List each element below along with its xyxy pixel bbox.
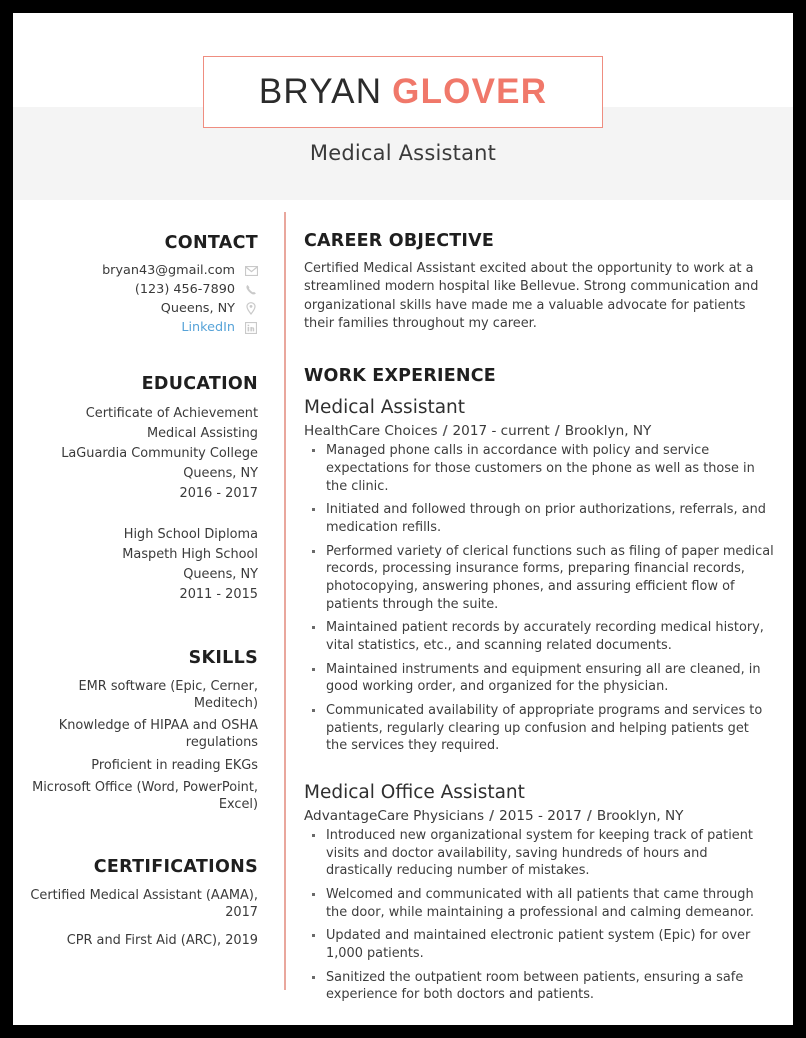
education-location: Queens, NY (183, 465, 258, 481)
education-field: Medical Assisting (146, 425, 258, 441)
career-objective-heading: CAREER OBJECTIVE (304, 231, 495, 251)
education-entry (13, 525, 258, 605)
job-location: Brooklyn, NY (596, 808, 684, 824)
meta-separator: / (554, 423, 560, 440)
job-bullet: Managed phone calls in accordance with policy and service expectations for those customers on the phone as well as those in the clinic. (304, 442, 774, 495)
certification-item: CPR and First Aid (ARC), 2019 (66, 933, 258, 949)
career-objective-text: Certified Medical Assistant excited about the opportunity to work at a streamlined modern hospital like Bellevue. Strong communication and organizational skills have made me a valuable advocate for patients their families throughout my career. (304, 261, 759, 331)
skills-list (13, 678, 258, 813)
job-bullet-list (304, 827, 774, 1004)
job-bullet: Introduced new organizational system for keeping track of patient visits and doctor availability, saving hundreds of hours and drastically reducing number of mistakes. (304, 827, 774, 880)
full-name (259, 72, 547, 112)
job-entry (304, 397, 774, 755)
education-heading: EDUCATION (141, 374, 258, 394)
last-name: GLOVER (392, 72, 548, 111)
job-meta (304, 808, 774, 824)
meta-separator: / (489, 808, 495, 824)
skill-item: EMR software (Epic, Cerner, Meditech) (78, 678, 258, 712)
contact-item-linkedin[interactable] (13, 320, 258, 335)
education-school: Maspeth High School (122, 547, 258, 563)
certification-item: Certified Medical Assistant (AAMA), 2017 (30, 887, 258, 921)
envelope-icon (244, 266, 258, 276)
job-dates: 2015 - 2017 (499, 808, 582, 824)
header-job-title: Medical Assistant (309, 141, 497, 165)
job-company: AdvantageCare Physicians (304, 808, 485, 824)
education-entry (13, 404, 258, 503)
job-dates: 2017 - current (452, 423, 550, 440)
job-location: Brooklyn, NY (564, 423, 652, 440)
contact-item-location[interactable] (13, 301, 258, 316)
column-divider (284, 212, 286, 990)
contact-email-text: bryan43@gmail.com (102, 263, 235, 278)
education-degree: High School Diploma (123, 527, 258, 543)
education-dates: 2011 - 2015 (179, 587, 258, 602)
job-role: Medical Office Assistant (304, 782, 525, 803)
job-bullet: Initiated and followed through on prior authorizations, referrals, and medication refills. (304, 501, 774, 536)
resume-document (13, 13, 793, 1025)
job-bullet-list (304, 442, 774, 755)
meta-separator: / (442, 423, 448, 440)
education-degree: Certificate of Achievement (85, 406, 258, 421)
contact-item-email[interactable] (13, 263, 258, 278)
job-bullet: Sanitized the outpatient room between patients, ensuring a safe experience for both doctors and patients. (304, 969, 774, 1004)
contact-item-phone[interactable] (13, 282, 258, 297)
phone-icon (244, 284, 258, 296)
job-bullet: Welcomed and communicated with all patients that came through the door, while maintaining a professional and calming demeanor. (304, 886, 774, 921)
education-dates: 2016 - 2017 (179, 485, 258, 501)
name-box (203, 56, 603, 128)
skill-item: Microsoft Office (Word, PowerPoint, Excel) (32, 779, 258, 812)
job-bullet: Maintained patient records by accurately recording medical history, vital statistics, etc., and scanning related documents. (304, 619, 774, 654)
job-company: HealthCare Choices (304, 423, 438, 440)
job-entry (304, 782, 774, 1004)
contact-linkedin-text[interactable]: LinkedIn (181, 320, 235, 335)
job-bullet: Updated and maintained electronic patient system (Epic) for over 1,000 patients. (304, 927, 774, 962)
skills-heading: SKILLS (188, 647, 258, 668)
contact-phone-text: (123) 456-7890 (134, 282, 235, 297)
work-experience-heading: WORK EXPERIENCE (304, 366, 496, 387)
job-bullet: Performed variety of clerical functions such as filing of paper medical records, processing insurance forms, preparing financial records, photocopying, answering phones, and assuring efficient flow of patients through the suite. (304, 543, 774, 614)
certifications-heading: CERTIFICATIONS (93, 856, 258, 877)
meta-separator: / (586, 808, 592, 824)
skill-item: Proficient in reading EKGs (91, 757, 258, 773)
education-location: Queens, NY (183, 567, 258, 583)
job-bullet: Communicated availability of appropriate programs and services to patients, regularly clearing up confusion and helping patients get the services they required. (304, 702, 774, 755)
education-school: LaGuardia Community College (61, 445, 258, 461)
location-pin-icon (244, 302, 258, 315)
contact-heading: CONTACT (164, 233, 258, 253)
main-column (304, 200, 774, 1010)
job-meta (304, 423, 774, 439)
contact-location-text: Queens, NY (160, 301, 235, 316)
first-name: BRYAN (258, 72, 383, 111)
skill-item: Knowledge of HIPAA and OSHA regulations (58, 718, 258, 751)
sidebar-column (13, 200, 266, 960)
job-role: Medical Assistant (304, 397, 466, 419)
linkedin-icon (244, 322, 258, 334)
job-bullet: Maintained instruments and equipment ensuring all are cleaned, in good working order, and organized for the physician. (304, 661, 774, 696)
certifications-list (13, 887, 258, 949)
